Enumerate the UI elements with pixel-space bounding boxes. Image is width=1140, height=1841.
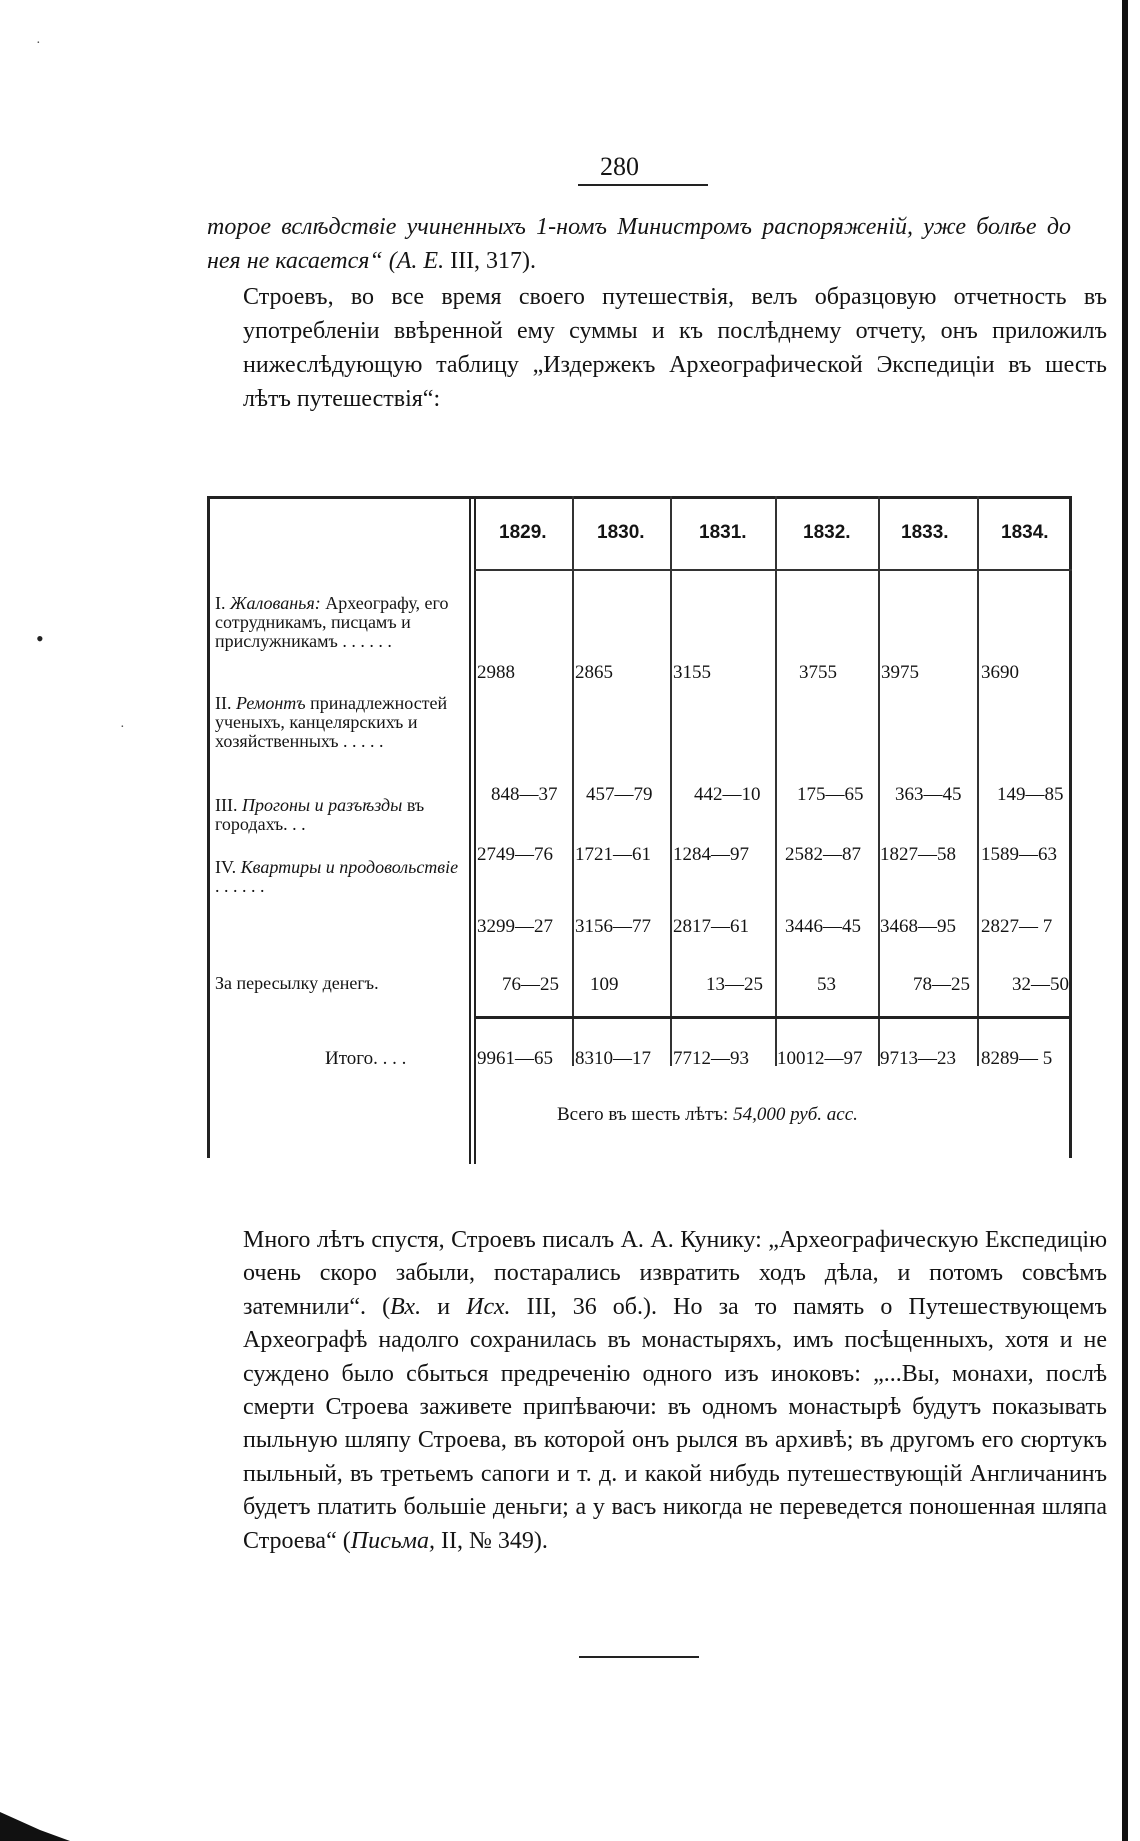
table-cell: 457—79 <box>586 784 653 805</box>
table-cell: 442—10 <box>694 784 761 805</box>
row-label <box>215 858 465 896</box>
summary-text: Всего въ шесть лѣтъ: <box>557 1104 734 1125</box>
row-title: Жалованья: <box>230 593 321 613</box>
table-cell: 32—50 <box>1012 974 1069 995</box>
table-cell: 175—65 <box>797 784 864 805</box>
text-run: II, № 349). <box>434 1527 548 1554</box>
speck: • <box>36 626 44 651</box>
row-number: II. <box>215 693 236 713</box>
total-cell: 8289— 5 <box>981 1048 1053 1069</box>
table-cell: 848—37 <box>491 784 558 805</box>
row-number: III. <box>215 795 242 815</box>
table-cell: 109 <box>590 974 619 995</box>
row-label <box>215 974 465 993</box>
table-cell: 1589—63 <box>981 844 1057 865</box>
text-run: Исх. <box>466 1293 511 1320</box>
speck: · <box>36 36 41 51</box>
end-rule <box>579 1656 699 1658</box>
paragraph-continuation <box>207 210 1071 278</box>
table-cell: 2817—61 <box>673 916 749 937</box>
row-label <box>215 694 465 751</box>
paragraph-closing <box>207 1224 1107 1558</box>
row-title: Прогоны и разъѣзды <box>241 795 403 815</box>
table-top-border <box>207 496 1072 499</box>
row-text: За пересылку денегъ. <box>215 973 379 993</box>
column-divider <box>977 496 979 1066</box>
table-cell: 3975 <box>881 662 919 683</box>
column-divider <box>878 496 880 1066</box>
expense-table <box>207 496 1072 1156</box>
total-rule <box>474 1016 1072 1019</box>
scan-corner-mark <box>0 1800 70 1841</box>
text-run: Много лѣтъ спустя, Строевъ писалъ А. А. Кунику: „Археографическую Експедицію очень скоро забыли, постарались извратить ходъ дѣла, и потомъ совсѣмъ затемнили“. ( <box>243 1227 1107 1320</box>
text-run: Письма, <box>350 1527 435 1554</box>
table-left-border <box>207 496 210 1158</box>
label-column-divider <box>469 496 471 1164</box>
table-cell: 2865 <box>575 662 613 683</box>
year-header: 1832. <box>803 522 851 543</box>
text-run: и <box>421 1293 467 1320</box>
header-rule <box>474 569 1072 571</box>
row-number: I. <box>215 593 230 613</box>
table-cell: 78—25 <box>913 974 970 995</box>
page-edge-line <box>1122 0 1128 1841</box>
row-text: Археографу, его сотрудникамъ, писцамъ и прислужникамъ . . . . . . <box>215 593 449 651</box>
table-cell: 53 <box>817 974 836 995</box>
table-cell: 3299—27 <box>477 916 553 937</box>
year-header: 1833. <box>901 522 949 543</box>
table-cell: 3446—45 <box>785 916 861 937</box>
year-header: 1830. <box>597 522 645 543</box>
table-cell: 3155 <box>673 662 711 683</box>
table-cell: 2827— 7 <box>981 916 1053 937</box>
table-right-border <box>1069 496 1072 1158</box>
row-title: Квартиры и продовольствіе <box>240 857 459 877</box>
text-run: Вх. <box>390 1293 422 1320</box>
row-label <box>215 796 465 834</box>
column-divider <box>775 496 777 1066</box>
table-summary <box>557 1104 858 1126</box>
text-run: торое вслѣдствіе учиненныхъ 1-номъ Министромъ распоряженій, уже болѣе до нея не касается“ ( <box>207 214 1071 274</box>
table-cell: 1827—58 <box>880 844 956 865</box>
table-cell: 1284—97 <box>673 844 749 865</box>
speck: · <box>120 720 125 735</box>
label-column-divider <box>474 496 476 1164</box>
row-title: Ремонтъ <box>236 693 306 713</box>
table-cell: 3468—95 <box>880 916 956 937</box>
total-cell: 10012—97 <box>777 1048 863 1069</box>
column-divider <box>670 496 672 1066</box>
page-number: 280 <box>600 152 639 181</box>
row-text: . . . . . . <box>215 876 265 896</box>
paragraph-intro: Строевъ, во все время своего путешествія, велъ образцовую отчетность въ употребленіи ввѣренной ему суммы и къ послѣднему отчету, онъ приложилъ нижеслѣдующую таблицу „Издержекъ Археографической Экспедиціи въ шесть лѣтъ путешествія“: <box>243 284 1107 412</box>
total-cell: 7712—93 <box>673 1048 749 1069</box>
table-cell: 2582—87 <box>785 844 861 865</box>
page-number-rule <box>578 184 708 186</box>
column-divider <box>572 496 574 1066</box>
table-cell: 363—45 <box>895 784 962 805</box>
row-text: принадлежностей ученыхъ, канцелярскихъ и хозяйственныхъ . . . . . <box>215 693 448 751</box>
table-cell: 3690 <box>981 662 1019 683</box>
row-label <box>215 594 465 651</box>
table-cell: 2988 <box>477 662 515 683</box>
text-run: III, 317). <box>444 248 537 274</box>
year-header: 1831. <box>699 522 747 543</box>
table-cell: 2749—76 <box>477 844 553 865</box>
summary-amount: 54,000 руб. асс. <box>733 1104 858 1125</box>
text-run: А. Е. <box>396 248 445 274</box>
total-cell: 8310—17 <box>575 1048 651 1069</box>
table-cell: 3156—77 <box>575 916 651 937</box>
table-cell: 149—85 <box>997 784 1064 805</box>
row-number: IV. <box>215 857 241 877</box>
table-cell: 1721—61 <box>575 844 651 865</box>
total-label: Итого. . . . <box>325 1048 407 1069</box>
year-header: 1829. <box>499 522 547 543</box>
total-cell: 9713—23 <box>880 1048 956 1069</box>
table-cell: 76—25 <box>502 974 559 995</box>
text-run: III, 36 об.). Но за то память о Путешествующемъ Археографѣ надолго сохранилась въ монастыряхъ, имъ посѣщенныхъ, хотя и не суждено было сбыться предреченію одного изъ иноковъ: „...Вы, монахи, послѣ смерти Строева заживете припѣваючи: въ одномъ монастырѣ будутъ показывать пыльную шляпу Строева, въ которой онъ рылся въ архивѣ; въ другомъ его сюртукъ пыльный, въ третьемъ сапоги и т. д. и какой нибудь путешествующій Англичанинъ будетъ платить большіе деньги; а у васъ никогда не переведется поношенная шляпа Строева“ ( <box>243 1293 1107 1554</box>
year-header: 1834. <box>1001 522 1049 543</box>
total-cell: 9961—65 <box>477 1048 553 1069</box>
table-cell: 13—25 <box>706 974 763 995</box>
row-text: въ городахъ. . . <box>215 795 425 834</box>
table-cell: 3755 <box>799 662 837 683</box>
